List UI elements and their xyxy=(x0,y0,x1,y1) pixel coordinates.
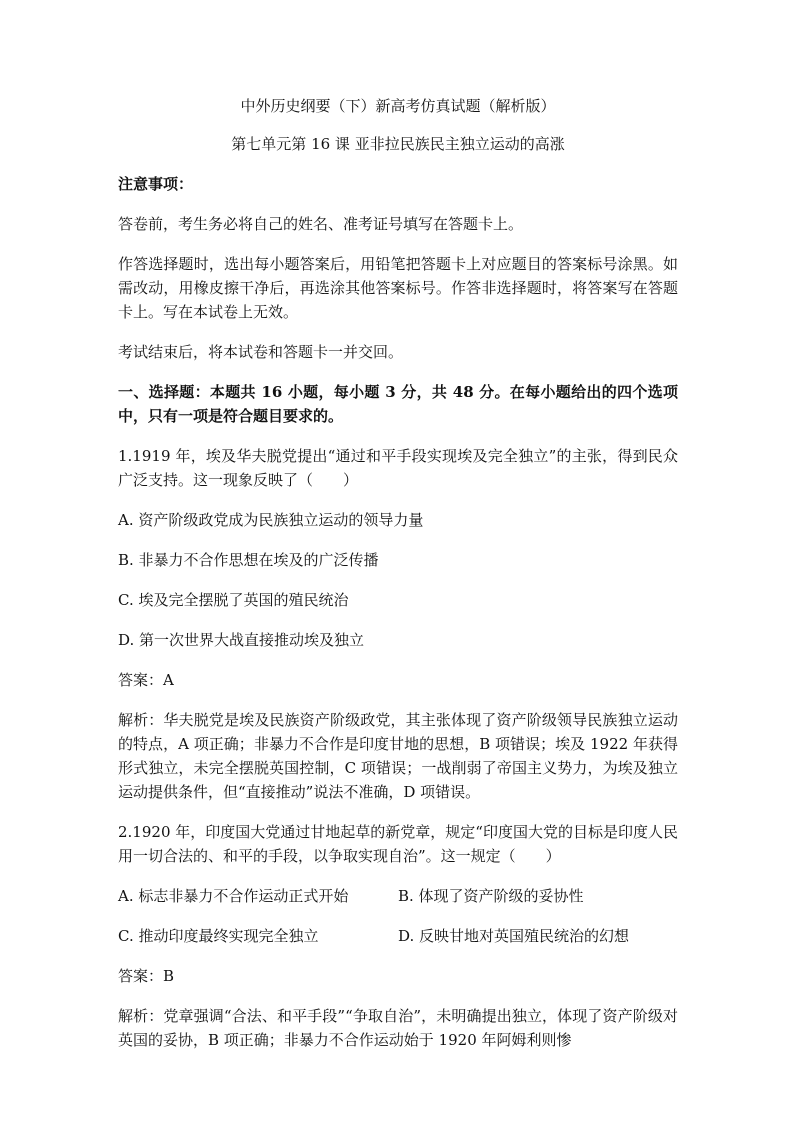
question-1-answer: 答案：A xyxy=(118,671,174,689)
question-1-option-a: A. 资产阶级政党成为民族独立运动的领导力量 xyxy=(118,511,424,529)
notice-heading: 注意事项： xyxy=(118,175,194,193)
question-2-option-b: B. 体现了资产阶级的妥协性 xyxy=(398,887,584,905)
question-1-stem: 1.1919 年，埃及华夫脱党提出“通过和平手段实现埃及完全独立”的主张，得到民众广泛支持。这一现象反映了（ ） xyxy=(118,447,678,489)
question-2-answer: 答案：B xyxy=(118,967,175,985)
document-subtitle: 第七单元第 16 课 亚非拉民族民主独立运动的高涨 xyxy=(231,135,565,153)
question-2-option-d: D. 反映甘地对英国殖民统治的幻想 xyxy=(398,927,630,945)
document-title: 中外历史纲要（下）新高考仿真试题（解析版） xyxy=(240,97,556,115)
question-1-option-c: C. 埃及完全摆脱了英国的殖民统治 xyxy=(118,591,349,609)
question-2-options-row-1 xyxy=(118,884,678,908)
question-1-analysis: 解析：华夫脱党是埃及民族资产阶级政党，其主张体现了资产阶级领导民族独立运动的特点，A 项正确；非暴力不合作是印度甘地的思想，B 项错误；埃及 1922 年获得形式独立，未完全摆脱英国控制，C 项错误；一战削弱了帝国主义势力，为埃及独立运动提供条件，但“直接推动”说法不准确，D 项错误。 xyxy=(118,711,678,801)
question-2-options-row-2 xyxy=(118,924,678,948)
question-1-option-b: B. 非暴力不合作思想在埃及的广泛传播 xyxy=(118,551,379,569)
question-2-option-a: A. 标志非暴力不合作运动正式开始 xyxy=(118,887,349,905)
notice-item-2: 作答选择题时，选出每小题答案后，用铅笔把答题卡上对应题目的答案标号涂黑。如需改动，用橡皮擦干净后，再选涂其他答案标号。作答非选择题时，将答案写在答题卡上。写在本试卷上无效。 xyxy=(118,255,678,321)
question-2-analysis: 解析：党章强调“合法、和平手段”“争取自治”，未明确提出独立，体现了资产阶级对英国的妥协，B 项正确；非暴力不合作运动始于 1920 年阿姆利则惨 xyxy=(118,1007,678,1049)
document-page xyxy=(118,96,678,1068)
question-2-option-c: C. 推动印度最终实现完全独立 xyxy=(118,927,319,945)
notice-item-3: 考试结束后，将本试卷和答题卡一并交回。 xyxy=(118,343,404,361)
question-2-stem: 2.1920 年，印度国大党通过甘地起草的新党章，规定“印度国大党的目标是印度人民用一切合法的、和平的手段，以争取实现自治”。这一规定（ ） xyxy=(118,823,678,865)
notice-item-1: 答卷前，考生务必将自己的姓名、准考证号填写在答题卡上。 xyxy=(118,215,524,233)
section-heading: 一、选择题：本题共 16 小题，每小题 3 分，共 48 分。在每小题给出的四个选项中，只有一项是符合题目要求的。 xyxy=(118,383,678,425)
question-1-option-d: D. 第一次世界大战直接推动埃及独立 xyxy=(118,631,365,649)
